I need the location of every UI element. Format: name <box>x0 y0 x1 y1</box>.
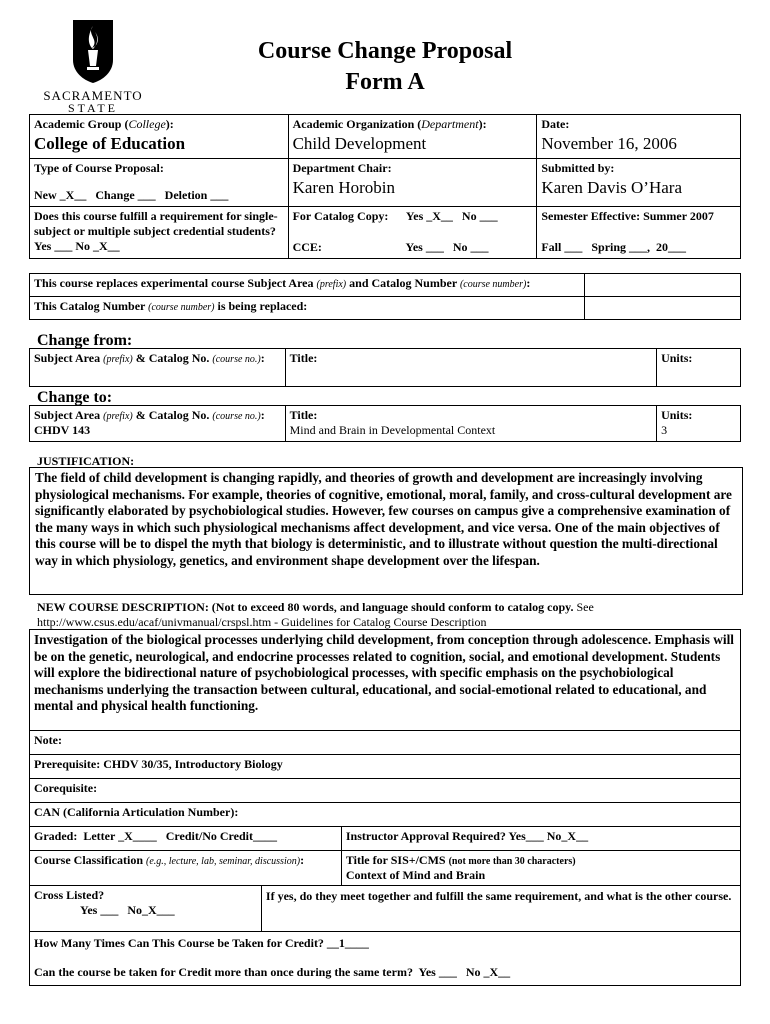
change-to-units[interactable]: Units: 3 <box>657 406 741 442</box>
cross-listed-field[interactable]: Cross Listed? Yes ___ No_X___ <box>30 886 262 932</box>
can-field[interactable]: CAN (California Articulation Number): <box>30 803 741 827</box>
date-value[interactable]: November 16, 2006 <box>541 134 677 153</box>
academic-group-paren: College <box>128 117 166 131</box>
description-text[interactable]: Investigation of the biological processes underlying child development, from conception through adolescence. Emphasis will be on the genetic, neurological, and endocrine processes related to cognition, social, and emotional development. Students will explore the bidirectional nature of psychobiological processes, with specific emphasis on the psychobiological mechanisms underlying the transaction between cultural, educational, and social-emotional related to educational, and mental and physical health functioning. <box>30 630 741 731</box>
catalog-cell <box>288 207 537 259</box>
replace-table <box>29 273 741 320</box>
semester-effective[interactable]: Semester Effective: Summer 2007 <box>541 209 714 223</box>
academic-org-paren: Department <box>421 117 479 131</box>
academic-group-value[interactable]: College of Education <box>34 134 186 153</box>
semester-options[interactable]: Fall ___ Spring ___, 20___ <box>541 240 687 254</box>
form-title <box>200 36 570 98</box>
dept-chair-cell: Department Chair: Karen Horobin <box>288 159 537 207</box>
torch-seal-icon <box>70 18 116 84</box>
change-from-heading: Change from: <box>37 332 133 349</box>
change-to-units-value: 3 <box>661 423 668 437</box>
cross-listed-options: Yes ___ No_X___ <box>80 903 175 917</box>
requirement-question[interactable]: Does this course fulfill a requirement for single-subject or multiple subject credential students? Yes ___ No _X__ <box>30 207 289 259</box>
replace-line2: This Catalog Number (course number) is being replaced: <box>30 297 585 320</box>
date-label: Date <box>541 117 566 131</box>
semester-cell <box>537 207 741 259</box>
change-from-title[interactable]: Title: <box>285 349 656 387</box>
change-to-subject-value: CHDV 143 <box>34 423 91 437</box>
change-to-subject[interactable]: Subject Area (prefix) & Catalog No. (course no.): CHDV 143 <box>30 406 286 442</box>
type-cell <box>30 159 289 207</box>
dept-chair-value[interactable]: Karen Horobin <box>292 178 396 197</box>
description-url[interactable]: http://www.csus.edu/acaf/univmanual/crspsl.htm - Guidelines for Catalog Course Description <box>37 615 487 629</box>
replace-line1: This course replaces experimental course Subject Area (prefix) and Catalog Number (course number): <box>30 274 585 297</box>
title-line2: Form A <box>345 69 425 95</box>
times-taken[interactable]: How Many Times Can This Course be Taken for Credit? __1____ <box>34 936 369 950</box>
university-logo <box>28 18 158 115</box>
change-to-table <box>29 405 741 442</box>
prerequisite-field[interactable]: Prerequisite: CHDV 30/35, Introductory Biology <box>30 755 741 779</box>
title-line1: Course Change Proposal <box>257 38 513 64</box>
replace-line1-input[interactable] <box>585 274 741 297</box>
instructor-approval-field[interactable]: Instructor Approval Required? Yes___ No_X__ <box>341 827 740 851</box>
change-to-title[interactable]: Title: Mind and Brain in Developmental Context <box>285 406 656 442</box>
sis-title-value: Context of Mind and Brain <box>345 868 486 882</box>
details-table <box>29 629 741 986</box>
academic-group-label: Academic Group <box>34 117 122 131</box>
catalog-copy[interactable]: For Catalog Copy: Yes _X__ No ___ <box>292 209 498 223</box>
header-table <box>29 114 741 259</box>
academic-org-label: Academic Organization <box>292 117 415 131</box>
change-from-units[interactable]: Units: <box>657 349 741 387</box>
note-field[interactable]: Note: <box>30 731 741 755</box>
classification-field[interactable]: Course Classification (e.g., lecture, lab, seminar, discussion): <box>30 851 342 886</box>
replace-line2-input[interactable] <box>585 297 741 320</box>
academic-org-value[interactable]: Child Development <box>292 134 427 153</box>
cross-listed-question[interactable]: If yes, do they meet together and fulfill the same requirement, and what is the other course. <box>261 886 740 932</box>
change-to-heading: Change to: <box>37 389 113 406</box>
submitted-cell: Submitted by: Karen Davis O’Hara <box>537 159 741 207</box>
description-heading: NEW COURSE DESCRIPTION: (Not to exceed 80 words, and language should conform to catalog copy. See <box>37 600 594 614</box>
academic-group-cell: Academic Group (College): College of Education <box>30 115 289 159</box>
same-term[interactable]: Can the course be taken for Credit more than once during the same term? Yes ___ No _X__ <box>34 965 511 979</box>
justification-heading: JUSTIFICATION: <box>37 454 135 468</box>
academic-org-cell: Academic Organization (Department): Child Development <box>288 115 537 159</box>
cce-options[interactable]: CCE: Yes ___ No ___ <box>292 240 489 254</box>
logo-line2: STATE <box>67 101 119 115</box>
sis-title-field[interactable]: Title for SIS+/CMS (not more than 30 characters) Context of Mind and Brain <box>341 851 740 886</box>
type-options[interactable]: New _X__ Change ___ Deletion ___ <box>34 188 229 202</box>
change-to-title-value: Mind and Brain in Developmental Context <box>289 423 496 437</box>
graded-field[interactable]: Graded: Letter _X____ Credit/No Credit____ <box>30 827 342 851</box>
logo-line1: SACRAMENTO <box>43 88 143 103</box>
change-from-table <box>29 348 741 387</box>
type-label: Type of Course Proposal: <box>34 161 164 175</box>
submitted-label: Submitted by <box>541 161 611 175</box>
justification-text[interactable]: The field of child development is changing rapidly, and theories of growth and development are increasingly involving physiological mechanisms. For example, theories of cognitive, emotional, moral, family, and cross-cultural development are significantly elaborated by psychobiological studies. However, few courses on campus give a comprehensive examination of the many ways in which such physiological mechanisms affect development, and vice versa. One of the main objectives of this course will be to dispel the myth that biology is deterministic, and to illustrate without question the multi-directional way in which physiology, genetics, and environment shape development over the lifespan. <box>29 467 743 595</box>
dept-chair-label: Department Chair <box>292 161 388 175</box>
date-cell: Date: November 16, 2006 <box>537 115 741 159</box>
change-from-subject[interactable]: Subject Area (prefix) & Catalog No. (course no.): <box>30 349 286 387</box>
corequisite-field[interactable]: Corequisite: <box>30 779 741 803</box>
submitted-value[interactable]: Karen Davis O’Hara <box>541 178 683 197</box>
credit-times-field <box>30 932 741 986</box>
